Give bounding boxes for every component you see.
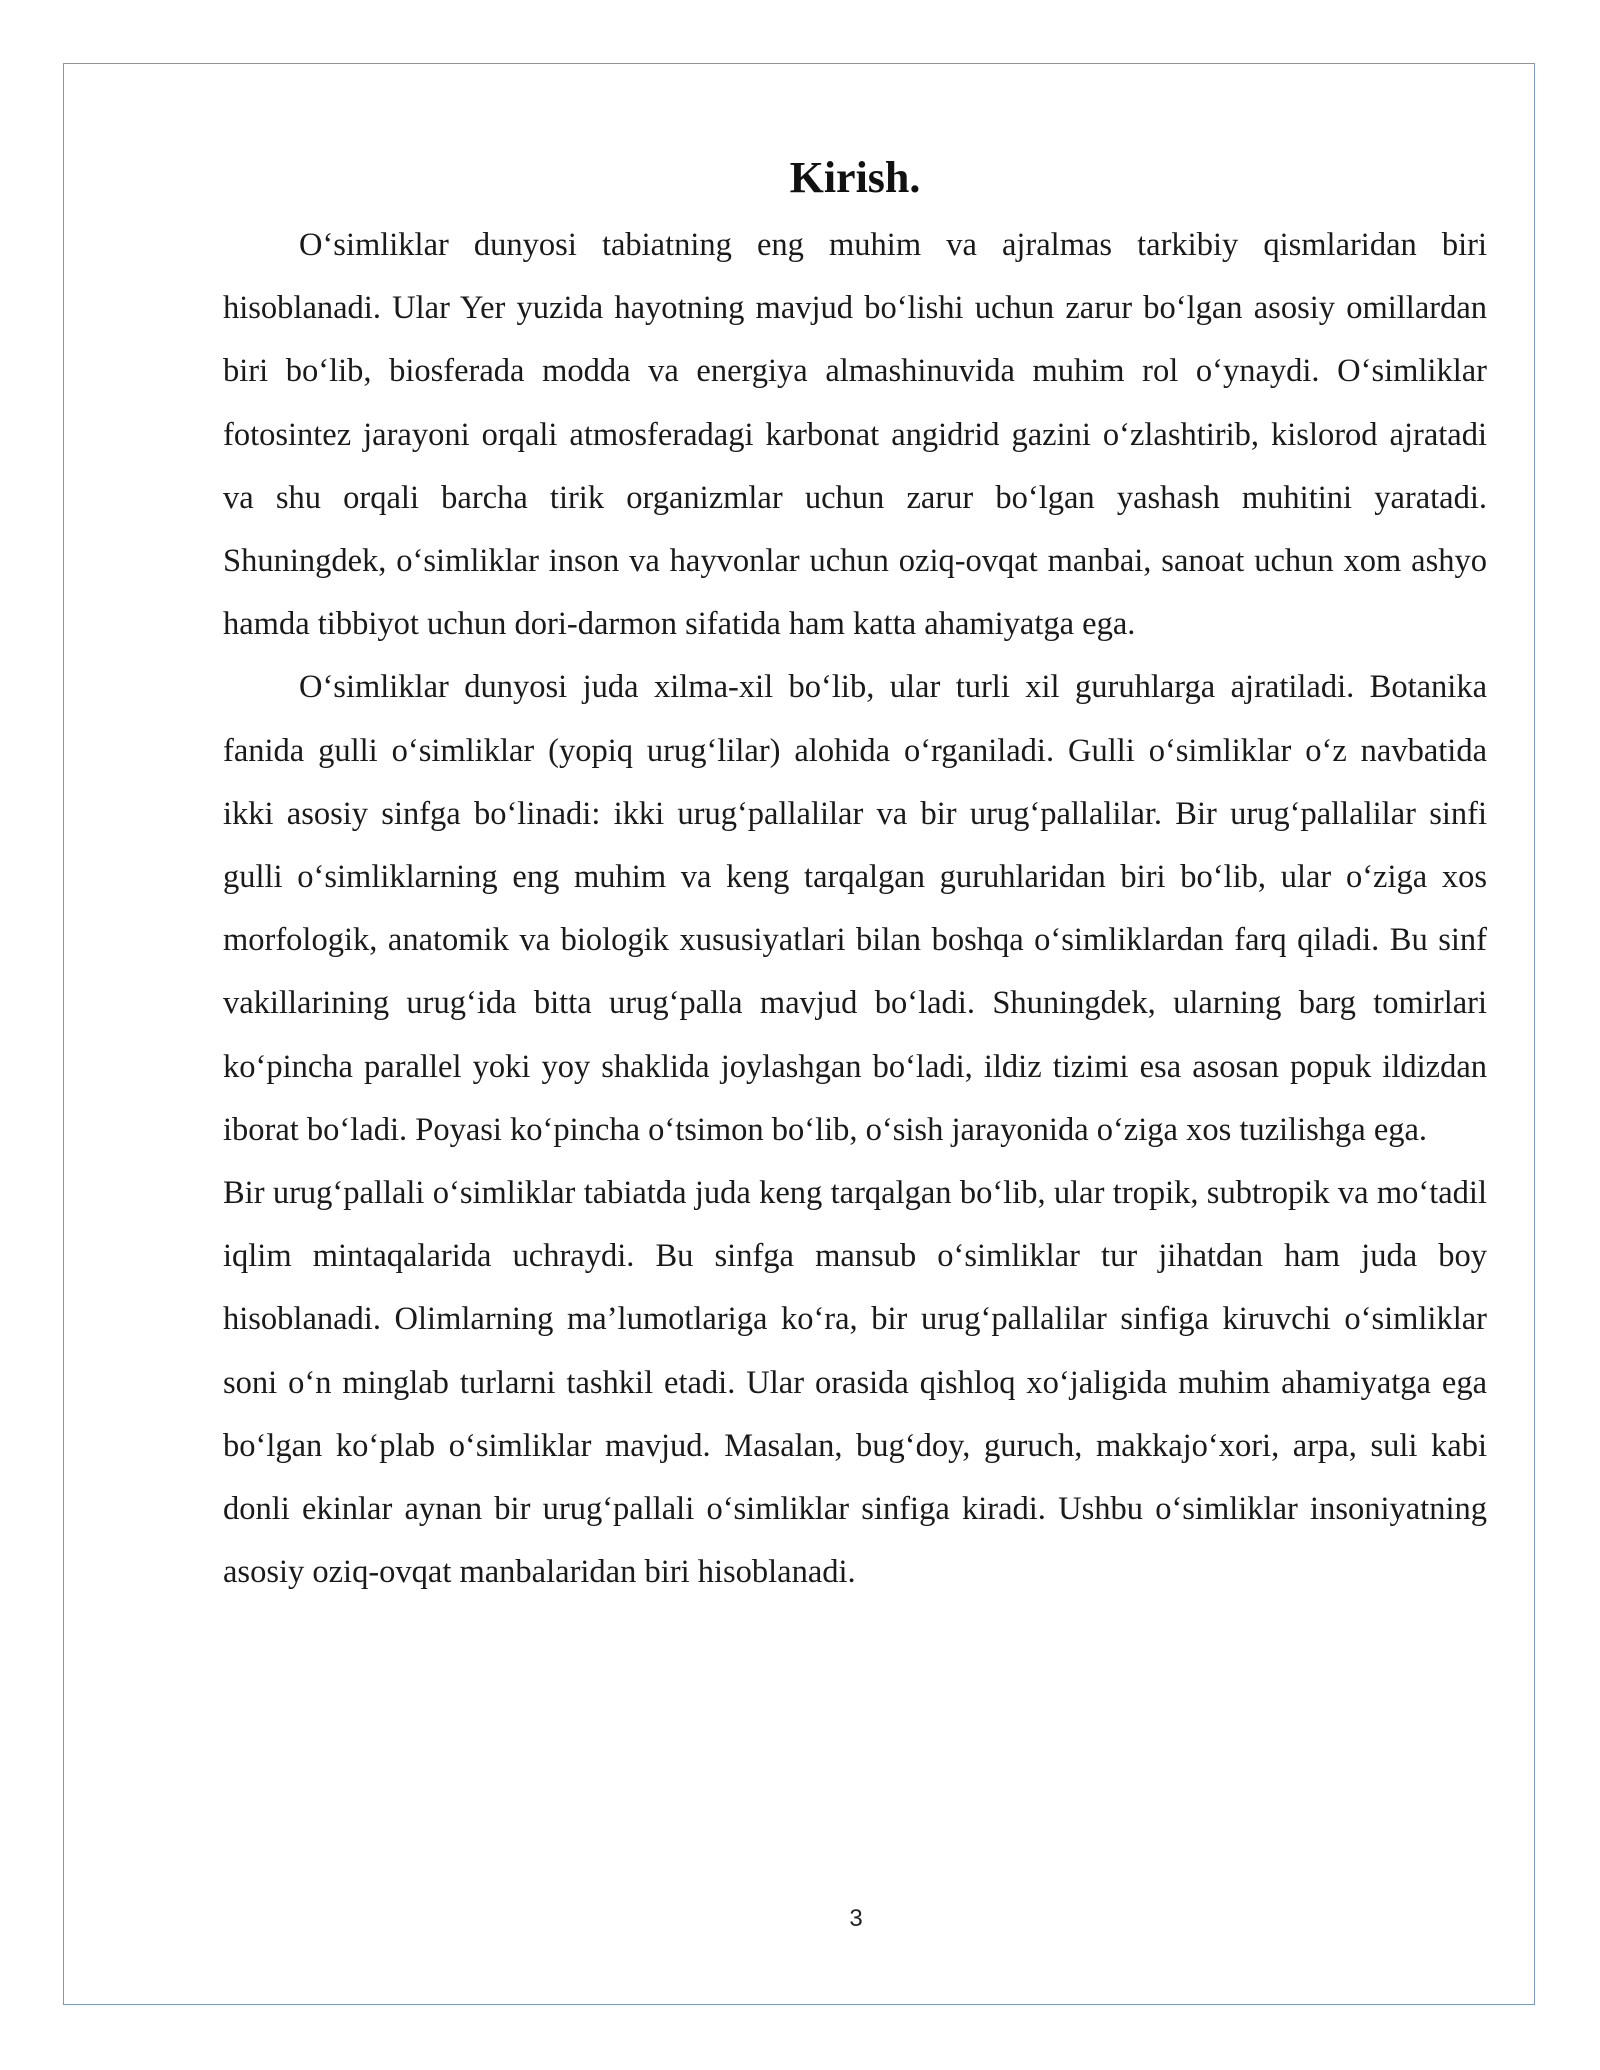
page-number: 3 — [849, 1905, 863, 1932]
paragraph-1: O‘simliklar dunyosi tabiatning eng muhim va ajralmas tarkibiy qismlaridan biri hisoblanadi. Ular Yer yuzida hayotning mavjud bo‘lishi uchun zarur bo‘lgan asosiy omillardan biri bo‘lib, biosferada modda va energiya almashinuvida muhim rol o‘ynaydi. O‘simliklar fotosintez jarayoni orqali atmosferadagi karbonat angidrid gazini o‘zlashtirib, kislorod ajratadi va shu orqali barcha tirik organizmlar uchun zarur bo‘lgan yashash muhitini yaratadi. Shuningdek, o‘simliklar inson va hayvonlar uchun oziq-ovqat manbai, sanoat uchun xom ashyo hamda tibbiyot uchun dori-darmon sifatida ham katta ahamiyatga ega. — [223, 227, 1487, 643]
document-body — [223, 142, 1487, 1604]
page-title: Kirish. — [789, 153, 921, 202]
paragraph-3: Bir urug‘pallali o‘simliklar tabiatda juda keng tarqalgan bo‘lib, ular tropik, subtropik va mo‘tadil iqlim mintaqalarida uchraydi. Bu sinfga mansub o‘simliklar tur jihatdan ham juda boy hisoblanadi. Olimlarning ma’lumotlariga ko‘ra, bir urug‘pallalilar sinfiga kiruvchi o‘simliklar soni o‘n minglab turlarni tashkil etadi. Ular orasida qishloq xo‘jaligida muhim ahamiyatga ega bo‘lgan ko‘plab o‘simliklar mavjud. Masalan, bug‘doy, guruch, makkajo‘xori, arpa, suli kabi donli ekinlar aynan bir urug‘pallali o‘simliklar sinfiga kiradi. Ushbu o‘simliklar insoniyatning asosiy oziq-ovqat manbalaridan biri hisoblanadi. — [223, 1175, 1487, 1591]
paragraph-2: O‘simliklar dunyosi juda xilma-xil bo‘lib, ular turli xil guruhlarga ajratiladi. Botanika fanida gulli o‘simliklar (yopiq urug‘lilar) alohida o‘rganiladi. Gulli o‘simliklar o‘z navbatida ikki asosiy sinfga bo‘linadi: ikki urug‘pallalilar va bir urug‘pallalilar. Bir urug‘pallalilar sinfi gulli o‘simliklarning eng muhim va keng tarqalgan guruhlaridan biri bo‘lib, ular o‘ziga xos morfologik, anatomik va biologik xususiyatlari bilan boshqa o‘simliklardan farq qiladi. Bu sinf vakillarining urug‘ida bitta urug‘palla mavjud bo‘ladi. Shuningdek, ularning barg tomirlari ko‘pincha parallel yoki yoy shaklida joylashgan bo‘ladi, ildiz tizimi esa asosan popuk ildizdan iborat bo‘ladi. Poyasi ko‘pincha o‘tsimon bo‘lib, o‘sish jarayonida o‘ziga xos tuzilishga ega. — [223, 669, 1487, 1148]
